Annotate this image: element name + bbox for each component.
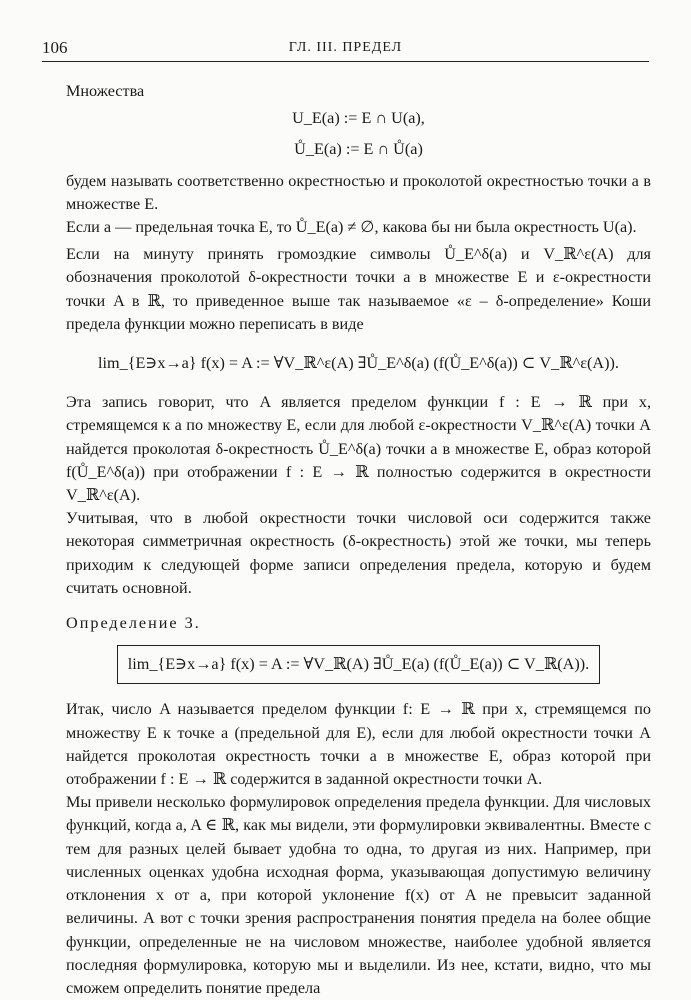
paragraph-limit-point: Если a — предельная точка E, то Ů_E(a) ≠ ∅, какова бы ни была окрестность U(a). — [66, 218, 637, 237]
page-header — [42, 38, 649, 60]
paragraph-symmetric-neighborhood: Учитывая, что в любой окрестности точки числовой оси содержится также некоторая симметричная окрестность (δ-окрестность) этой же точки, мы теперь приходим к следующей форме записи определения предела, которую и будем считать основной. — [66, 509, 651, 597]
definition-heading: Определение 3. — [66, 614, 201, 633]
equation-epsilon-delta: lim_{E∋x→a} f(x) = A := ∀V_ℝ^ε(A) ∃Ů_E^δ(a) (f(Ů_E^δ(a)) ⊂ V_ℝ^ε(A)). — [98, 354, 619, 373]
page-body — [66, 80, 651, 1000]
paragraph-interpretation: Эта запись говорит, что A является пределом функции f : E → ℝ при x, стремящемся к a по множеству E, если для любой ε-окрестности V_ℝ^ε(A) точки A найдется проколотая δ-окрестность Ů_E^δ(a) точки a в множестве E, образ которой f(Ů_E^δ(a)) при отображении f : E → ℝ полностью содержится в окрестности V_ℝ^ε(A). — [66, 393, 651, 505]
running-head: ГЛ. III. ПРЕДЕЛ — [288, 40, 403, 55]
paragraph-intro: Множества — [66, 82, 145, 100]
page-number: 106 — [42, 38, 68, 57]
equation-neighborhood: U_E(a) := E ∩ U(a), — [292, 109, 425, 128]
paragraph-verbal-definition: Итак, число A называется пределом функции f: E → ℝ при x, стремящемся по множеству E к точке a (предельной для E), если для любой окрестности точки A найдется проколотая окрестность точки a в множестве E, образ которой при отображении f : E → ℝ содержится в заданной окрестности точки A. — [66, 700, 651, 789]
paragraph-formulations: Мы привели несколько формулировок определения предела функции. Для числовых функций, когда a, A ∈ ℝ, как мы видели, эти формулировки эквивалентны. Вместе с тем для разных целей бывает удобна то одна, то другая из них. Например, при численных оценках удобна исходная форма, указывающая допустимую величину отклонения x от a, при которой уклонение f(x) от A не превысит заданной величины. А вот с точки зрения распространения понятия предела на более общие функции, определенные не на числовом множестве, наиболее удобной является последняя формулировка, которую мы и выделили. Из нее, кстати, видно, что мы сможем определить понятие предела — [66, 793, 651, 997]
definition-box-wrapper — [66, 645, 651, 684]
equation-punctured-neighborhood: Ů_E(a) := E ∩ Ů(a) — [294, 140, 423, 159]
paragraph-cumbersome-symbols: Если на минуту принять громоздкие символы Ů_E^δ(a) и V_ℝ^ε(A) для обозначения проколотой δ-окрестности точки a в множестве E и ε-окрестности точки A в ℝ, то приведенное выше так называемое «ε – δ-определение» Коши предела функции можно переписать в виде — [66, 245, 651, 333]
boxed-definition: lim_{E∋x→a} f(x) = A := ∀V_ℝ(A) ∃Ů_E(a) (f(Ů_E(a)) ⊂ V_ℝ(A)). — [117, 645, 600, 684]
header-rule — [42, 61, 649, 62]
paragraph-definition-names: будем называть соответственно окрестностью и проколотой окрестностью точки a в множестве E. — [66, 171, 651, 213]
